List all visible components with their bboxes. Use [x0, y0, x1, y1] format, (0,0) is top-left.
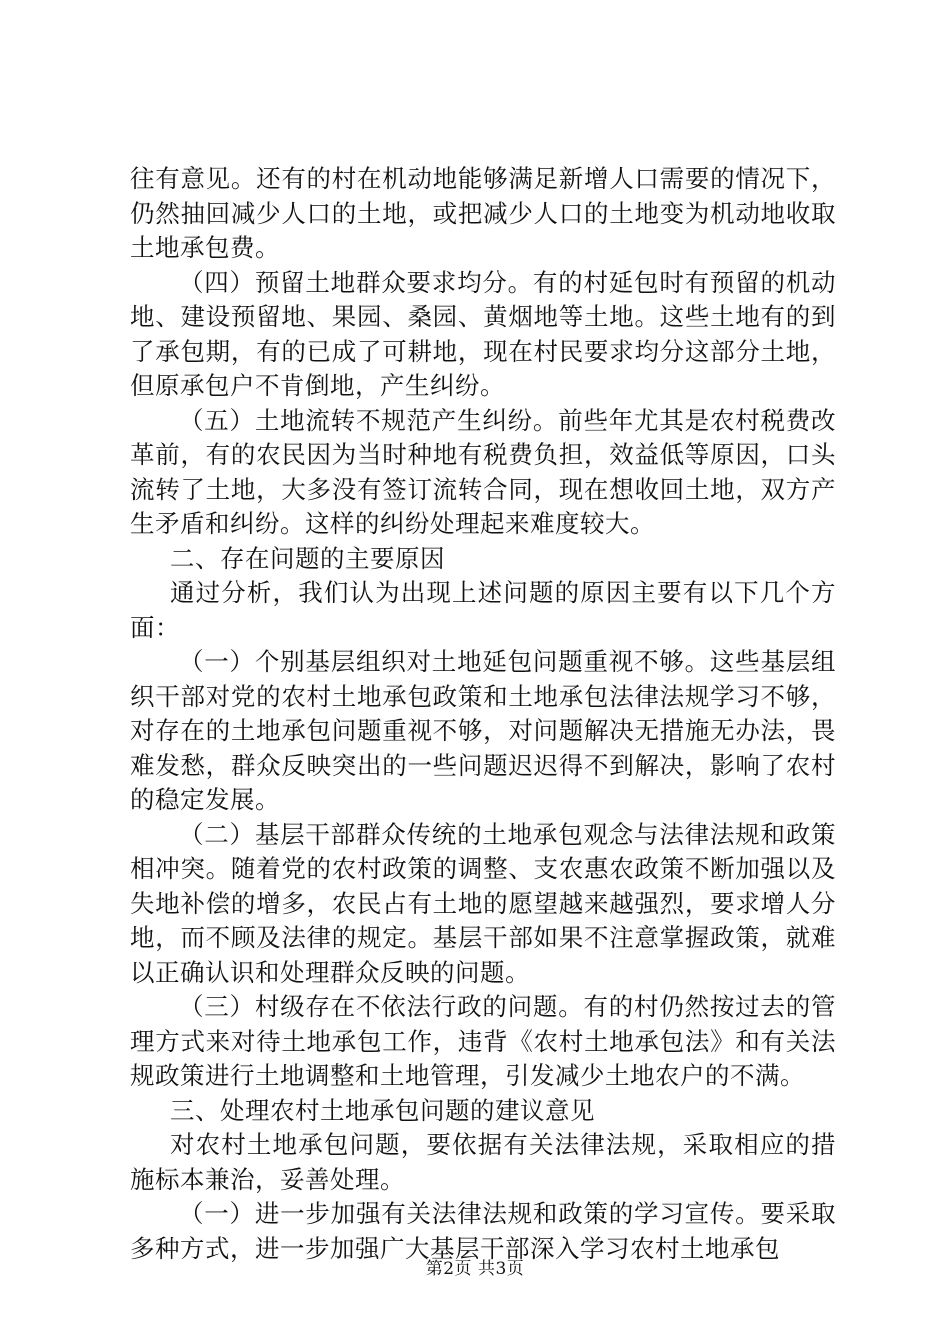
section-heading-two: 二、存在问题的主要原因 [170, 543, 445, 573]
paragraph-item-five: （五）土地流转不规范产生纠纷。前些年尤其是农村税费改革前，有的农民因为当时种地有税费负担，效益低等原因，口头流转了土地，大多没有签订流转合同，现在想收回土地，双方产生矛盾和纠纷。这样的纠纷处理起来难度较大。 [130, 405, 836, 538]
page-number-footer: 第2页 共3页 [425, 1259, 525, 1279]
paragraph-analysis-intro: 通过分析，我们认为出现上述问题的原因主要有以下几个方面： [130, 578, 836, 642]
paragraph-item-four: （四）预留土地群众要求均分。有的村延包时有预留的机动地、建设预留地、果园、桑园、黄烟地等土地。这些土地有的到了承包期，有的已成了可耕地，现在村民要求均分这部分土地，但原承包户不肯倒地，产生纠纷。 [130, 267, 836, 400]
section-heading-three: 三、处理农村土地承包问题的建议意见 [170, 1095, 595, 1125]
paragraph-reason-two: （二）基层干部群众传统的土地承包观念与法律法规和政策相冲突。随着党的农村政策的调整、支农惠农政策不断加强以及失地补偿的增多，农民占有土地的愿望越来越强烈，要求增人分地，而不顾及法律的规定。基层干部如果不注意掌握政策，就难以正确认识和处理群众反映的问题。 [130, 819, 836, 987]
document-body [130, 162, 836, 1266]
paragraph-reason-one: （一）个别基层组织对土地延包问题重视不够。这些基层组织干部对党的农村土地承包政策和土地承包法律法规学习不够，对存在的土地承包问题重视不够，对问题解决无措施无办法，畏难发愁，群众反映突出的一些问题迟迟得不到解决，影响了农村的稳定发展。 [130, 647, 836, 814]
paragraph-suggestion-one: （一）进一步加强有关法律法规和政策的学习宣传。要采取多种方式，进一步加强广大基层干部深入学习农村土地承包 [130, 1199, 836, 1263]
paragraph-continuation: 往有意见。还有的村在机动地能够满足新增人口需要的情况下，仍然抽回减少人口的土地，或把减少人口的土地变为机动地收取土地承包费。 [130, 164, 836, 262]
paragraph-suggestion-intro: 对农村土地承包问题，要依据有关法律法规，采取相应的措施标本兼治，妥善处理。 [130, 1130, 836, 1194]
paragraph-reason-three: （三）村级存在不依法行政的问题。有的村仍然按过去的管理方式来对待土地承包工作，违背《农村土地承包法》和有关法规政策进行土地调整和土地管理，引发减少土地农户的不满。 [130, 992, 836, 1090]
